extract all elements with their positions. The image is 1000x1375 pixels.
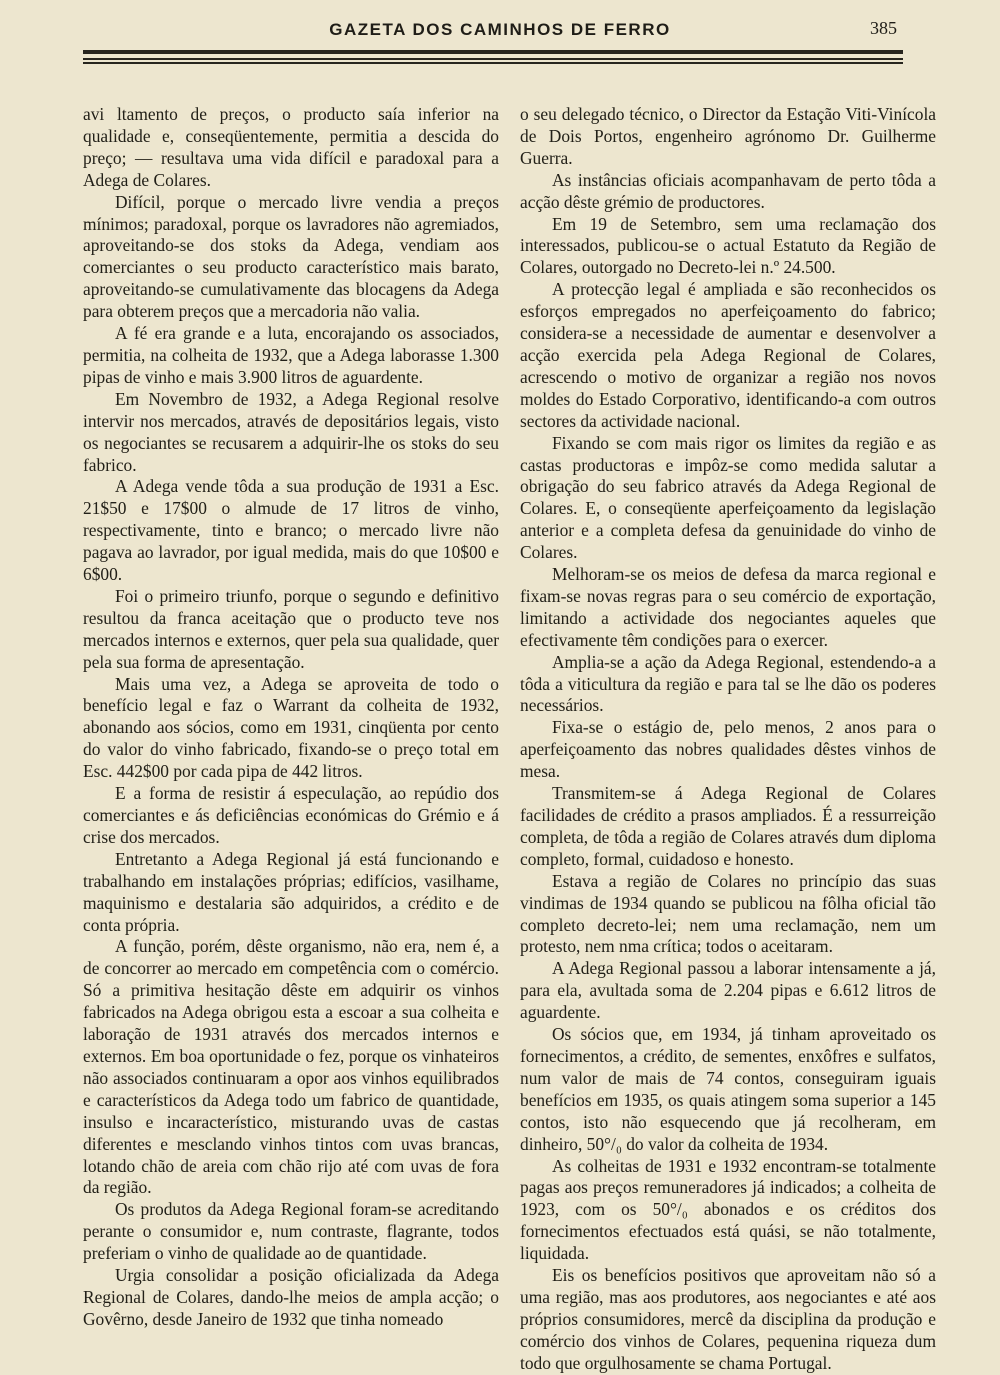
- paragraph: Amplia-se a ação da Adega Regional, estendendo-a a tôda a viticultura da região e para tal se lhe dão os poderes necessários.: [520, 651, 936, 716]
- header-rule-thin: [83, 58, 903, 60]
- paragraph: o seu delegado técnico, o Director da Estação Viti-Vinícola de Dois Portos, engenheiro agrónomo Dr. Guilherme Guerra.: [520, 104, 936, 168]
- paragraph: Os produtos da Adega Regional foram-se acreditando perante o consumidor e, num contraste, flagrante, todos preferiam o vinho de qualidade ao de quantidade.: [83, 1199, 499, 1264]
- paragraph: As instâncias oficiais acompanhavam de perto tôda a acção dêste grémio de productores.: [520, 169, 936, 212]
- page-number: 385: [870, 18, 897, 38]
- paragraph: Melhoram-se os meios de defesa da marca regional e fixam-se novas regras para o seu comércio de exportação, limitando a actividade dos negociantes aqueles que efectivamente têm condições para o exercer.: [520, 564, 936, 650]
- paragraph: Eis os benefícios positivos que aproveitam não só a uma região, mas aos produtores, aos negociantes e até aos próprios consumidores, mercê da disciplina da produção e comércio dos vinhos de Colares, pequenina riqueza dum todo que orgulhosamente se chama Portugal.: [520, 1265, 936, 1373]
- paragraph: A fé era grande e a luta, encorajando os associados, permitia, na colheita de 1932, que a Adega laborasse 1.300 pipas de vinho e mais 3.900 litros de aguardente.: [83, 323, 499, 387]
- header-rule-thick: [83, 50, 903, 54]
- paragraph: Em 19 de Setembro, sem uma reclamação dos interessados, publicou-se o actual Estatuto da Região de Colares, outorgado no Decreto-lei n.º 24.500.: [520, 213, 936, 278]
- paragraph: Entretanto a Adega Regional já está funcionando e trabalhando em instalações próprias; edifícios, vasilhame, maquinismo e destalaria são adquiridos, a crédito e de conta própria.: [83, 848, 499, 935]
- paragraph: Urgia consolidar a posição oficializada da Adega Regional de Colares, dando-lhe meios de ampla acção; o Govêrno, desde Janeiro de 1932 que tinha nomeado: [83, 1265, 499, 1329]
- paragraph: Mais uma vez, a Adega se aproveita de todo o benefício legal e faz o Warrant da colheita de 1932, abonando aos sócios, como em 1931, cinqüenta por cento do valor do vinho fabricado, fixando-se o preço total em Esc. 442$00 por cada pipa de 442 litros.: [83, 673, 499, 782]
- paragraph: Os sócios que, em 1934, já tinham aproveitado os fornecimentos, a crédito, de sementes, enxôfres e sulfatos, num valor de mais de 74 contos, conseguiram iguais benefícios em 1935, os quais atingem soma superior a 145 contos, isto não esquecendo que já recolheram, em dinheiro, 50°/₀ do valor da colheita de 1934.: [520, 1024, 936, 1154]
- journal-title: GAZETA DOS CAMINHOS DE FERRO: [329, 20, 671, 39]
- paragraph: Fixando se com mais rigor os limites da região e as castas productoras e impôz-se como medida salutar a obrigação do seu fabrico através da Adega Regional de Colares. E, o conseqüente aperfeiçoamento da legislação anterior e a completa defesa da genuinidade do vinho de Colares.: [520, 432, 936, 563]
- paragraph: Difícil, porque o mercado livre vendia a preços mínimos; paradoxal, porque os lavradores não agremiados, aproveitando-se dos stoks da Adega, vendiam aos comerciantes o seu producto característico mais barato, aproveitando-se cumulativamente das blocagens da Adega para obterem preços que a mercadoria não valia.: [83, 191, 499, 322]
- paragraph: Estava a região de Colares no princípio das suas vindimas de 1934 quando se publicou na fôlha oficial tão completo decreto-lei; nem uma reclamação, nem um protesto, nem nma crítica; todos o aceitaram.: [520, 870, 936, 957]
- paragraph: E a forma de resistir á especulação, ao repúdio dos comerciantes e ás deficiências económicas do Grémio e á crise dos mercados.: [83, 783, 499, 847]
- paragraph: A Adega vende tôda a sua produção de 1931 a Esc. 21$50 e 17$00 o almude de 17 litros de vinho, respectivamente, tinto e branco; o mercado livre não pagava ao lavrador, por igual medida, mais do que 10$00 e 6$00.: [83, 476, 499, 585]
- paragraph: As colheitas de 1931 e 1932 encontram-se totalmente pagas aos preços remuneradores já indicados; a colheita de 1923, com os 50°/₀ abonados e os créditos dos fornecimentos efectuados está quási, se não totalmente, liquidada.: [520, 1155, 936, 1264]
- paragraph: Foi o primeiro triunfo, porque o segundo e definitivo resultou da franca aceitação que o producto teve nos mercados internos e externos, quer pela sua qualidade, quer pela sua forma de apresentação.: [83, 585, 499, 672]
- paragraph: Fixa-se o estágio de, pelo menos, 2 anos para o aperfeiçoamento das nobres qualidades dêstes vinhos de mesa.: [520, 717, 936, 782]
- paragraph: avi ltamento de preços, o producto saía inferior na qualidade e, conseqüentemente, permitia a descida do preço; — resultava uma vida difícil e paradoxal para a Adega de Colares.: [83, 104, 499, 190]
- header-rule-thin: [83, 62, 903, 64]
- paragraph: A Adega Regional passou a laborar intensamente a já, para ela, avultada soma de 2.204 pipas e 6.612 litros de aguardente.: [520, 958, 936, 1023]
- paragraph: Em Novembro de 1932, a Adega Regional resolve intervir nos mercados, através de depositários legais, visto os negociantes se recusarem a adquirir-lhe os stoks do seu fabrico.: [83, 388, 499, 475]
- paragraph: A função, porém, dêste organismo, não era, nem é, a de concorrer ao mercado em competência com o comércio. Só a primitiva hesitação dêste em adquirir os vinhos fabricados na Adega obrigou esta a escoar a sua colheita e laboração de 1931 através dos mercados internos e externos. Em boa oportunidade o fez, porque os vinhateiros não associados continuaram a opor aos vinhos equilibrados e característicos da Adega todo um fabrico de quantidade, insulso e incaracterístico, misturando uvas de castas diferentes e mesclando vinhos tintos com uvas brancas, lotando chão de areia com chão rijo até com uvas de fora da região.: [83, 936, 499, 1198]
- paragraph: Transmitem-se á Adega Regional de Colares facilidades de crédito a prasos ampliados. É a ressurreição completa, de tôda a região de Colares através dum diploma completo, formal, cuidadoso e honesto.: [520, 783, 936, 869]
- left-column: [83, 104, 499, 1331]
- paragraph: A protecção legal é ampliada e são reconhecidos os esforços empregados no aperfeiçoamento do fabrico; considera-se a necessidade de aumentar e desenvolver a acção exercida pela Adega Regional de Colares, acrescendo o motivo de organizar a região nos novos moldes do Estado Corporativo, identificando-a com outros sectores da actividade nacional.: [520, 279, 936, 431]
- right-column: [520, 104, 936, 1375]
